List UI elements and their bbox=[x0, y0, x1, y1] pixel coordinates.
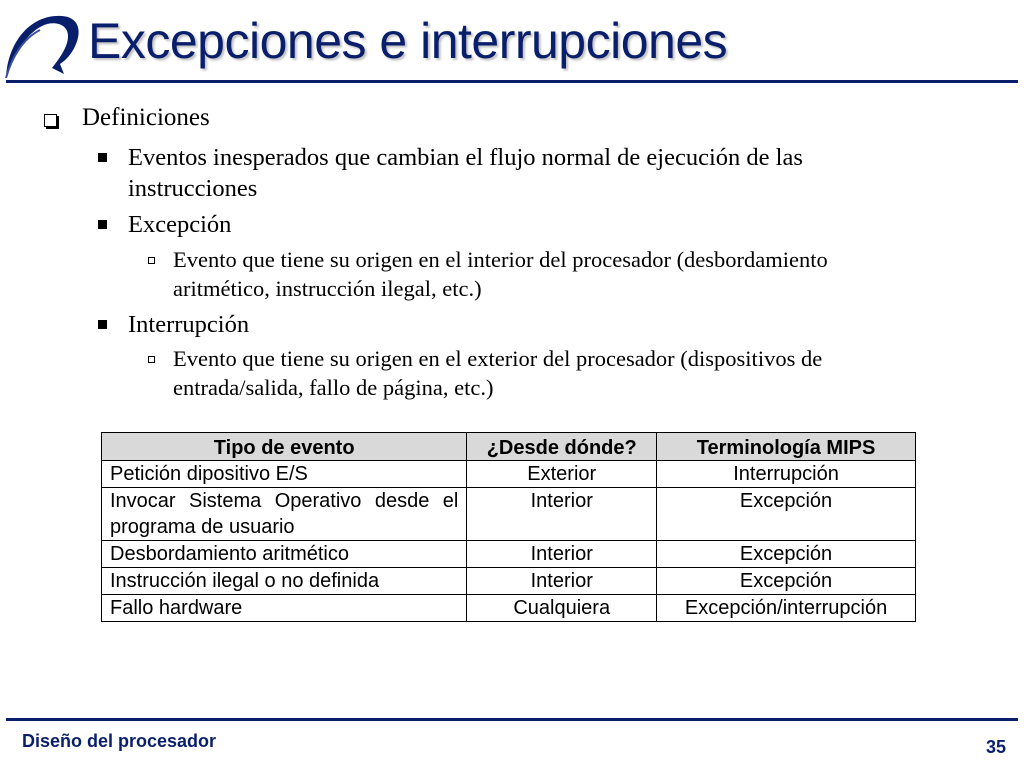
cell-tipo: Fallo hardware bbox=[102, 595, 467, 622]
square-bullet-icon bbox=[98, 220, 107, 229]
events-table bbox=[101, 432, 916, 622]
bullet-eventos: Eventos inesperados que cambian el flujo normal de ejecución de las bbox=[128, 144, 803, 171]
square-bullet-icon bbox=[98, 320, 107, 329]
table-row bbox=[102, 595, 916, 622]
title-divider bbox=[6, 80, 1018, 83]
header-tipo: Tipo de evento bbox=[102, 433, 467, 461]
bullet-eventos-cont: instrucciones bbox=[128, 175, 258, 202]
cell-terminologia: Interrupción bbox=[657, 461, 916, 488]
cell-desde: Interior bbox=[467, 488, 657, 541]
bullet-interrupcion: Interrupción bbox=[128, 311, 250, 338]
table-header-row bbox=[102, 433, 916, 461]
small-square-bullet-icon bbox=[148, 356, 155, 363]
bullet-definiciones: Definiciones bbox=[82, 104, 210, 131]
small-square-bullet-icon bbox=[148, 257, 155, 264]
table-row bbox=[102, 568, 916, 595]
cell-tipo: Instrucción ilegal o no definida bbox=[102, 568, 467, 595]
page-number: 35 bbox=[985, 737, 1006, 757]
footer-divider bbox=[6, 718, 1018, 721]
cell-desde: Cualquiera bbox=[467, 595, 657, 622]
checkbox-bullet-icon bbox=[44, 114, 57, 127]
cell-terminologia: Excepción bbox=[657, 488, 916, 541]
cell-terminologia: Excepción bbox=[657, 541, 916, 568]
cell-desde: Interior bbox=[467, 568, 657, 595]
cell-terminologia: Excepción bbox=[657, 568, 916, 595]
cell-terminologia: Excepción/interrupción bbox=[657, 595, 916, 622]
bullet-excepcion: Excepción bbox=[128, 211, 232, 238]
table-row bbox=[102, 488, 916, 541]
logo-icon bbox=[2, 10, 82, 82]
header-terminologia: Terminología MIPS bbox=[657, 433, 916, 461]
sub-bullet-excepcion-line1: Evento que tiene su origen en el interior del procesador (desbordamiento bbox=[173, 247, 828, 272]
cell-desde: Exterior bbox=[467, 461, 657, 488]
header-desde: ¿Desde dónde? bbox=[467, 433, 657, 461]
table-row bbox=[102, 461, 916, 488]
slide-title: Excepciones e interrupciones bbox=[88, 13, 728, 69]
sub-bullet-interrupcion-line2: entrada/salida, fallo de página, etc.) bbox=[173, 375, 494, 400]
square-bullet-icon bbox=[98, 153, 107, 162]
cell-desde: Interior bbox=[467, 541, 657, 568]
footer-course-title: Diseño del procesador bbox=[22, 731, 217, 751]
table-row bbox=[102, 541, 916, 568]
cell-tipo: Desbordamiento aritmético bbox=[102, 541, 467, 568]
cell-tipo: Petición dipositivo E/S bbox=[102, 461, 467, 488]
sub-bullet-interrupcion-line1: Evento que tiene su origen en el exterior del procesador (dispositivos de bbox=[173, 346, 823, 371]
sub-bullet-excepcion-line2: aritmético, instrucción ilegal, etc.) bbox=[173, 276, 482, 301]
cell-tipo: Invocar Sistema Operativo desde el programa de usuario bbox=[102, 488, 467, 541]
